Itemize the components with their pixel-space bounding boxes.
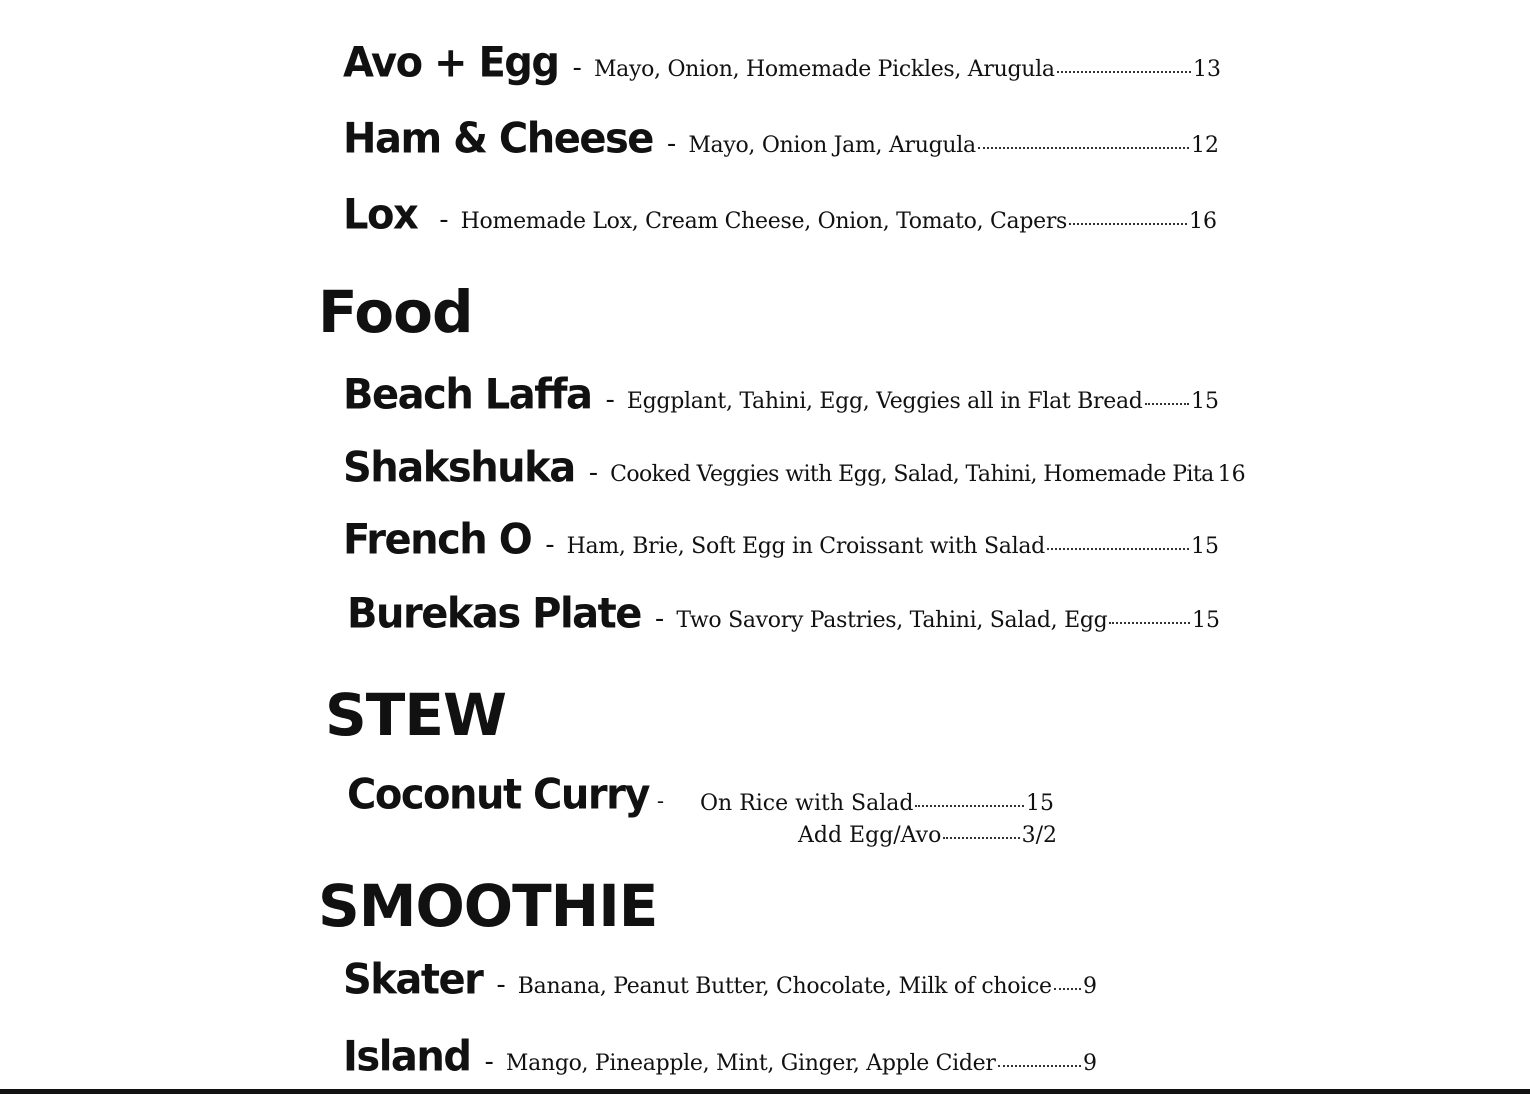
section-title-stew: STEW xyxy=(325,681,506,749)
dot-leader xyxy=(978,147,1189,149)
menu-item xyxy=(343,40,1221,96)
item-description: Banana, Peanut Butter, Chocolate, Milk of choice xyxy=(517,974,1052,999)
price-line xyxy=(700,791,1054,816)
item-name: Burekas Plate xyxy=(347,589,641,639)
item-price: 15 xyxy=(1191,534,1219,559)
item-name: Island xyxy=(343,1032,471,1082)
separator: - xyxy=(572,53,582,83)
separator: - xyxy=(588,458,599,488)
item-price: 16 xyxy=(1189,209,1217,234)
item-price: 9 xyxy=(1083,1051,1097,1076)
item-price: 9 xyxy=(1083,974,1097,999)
item-name: Avo + Egg xyxy=(343,38,559,88)
menu-item xyxy=(343,957,1097,1013)
dot-leader xyxy=(1054,988,1081,990)
item-price: 16 xyxy=(1217,462,1246,487)
dot-leader xyxy=(1069,223,1187,225)
menu-item xyxy=(343,372,1219,428)
item-description: Ham, Brie, Soft Egg in Croissant with Salad xyxy=(566,534,1045,559)
item-description: Mango, Pineapple, Mint, Ginger, Apple Cider xyxy=(505,1051,996,1076)
menu-item xyxy=(343,1034,1097,1090)
item-name: Coconut Curry xyxy=(347,770,649,820)
item-description: Cooked Veggies with Egg, Salad, Tahini, Homemade Pita xyxy=(610,462,1214,487)
addon-line xyxy=(798,823,1057,848)
separator: - xyxy=(605,385,615,415)
menu-item xyxy=(343,192,1217,248)
dot-leader xyxy=(998,1065,1081,1067)
item-name: Shakshuka xyxy=(343,443,575,493)
item-price: 13 xyxy=(1193,57,1221,82)
addon-description: Add Egg/Avo xyxy=(798,823,942,848)
cut-off-heading xyxy=(305,0,475,6)
separator: - xyxy=(666,129,677,159)
item-name: Ham & Cheese xyxy=(343,114,653,164)
separator: - xyxy=(545,530,555,560)
dot-leader xyxy=(1109,622,1190,624)
menu-item xyxy=(343,116,1219,172)
separator: - xyxy=(654,604,665,634)
menu-item xyxy=(343,443,1246,501)
dot-leader xyxy=(1047,548,1189,550)
item-name: Beach Laffa xyxy=(343,370,592,420)
dot-leader xyxy=(1057,71,1191,73)
item-price: 15 xyxy=(1191,389,1219,414)
item-description: Homemade Lox, Cream Cheese, Onion, Tomato, Capers xyxy=(460,209,1068,234)
item-name: Lox xyxy=(343,190,418,240)
dot-leader xyxy=(943,837,1019,839)
section-title-food: Food xyxy=(318,278,473,346)
addon-price: 3/2 xyxy=(1021,823,1057,848)
separator: - xyxy=(484,1047,494,1077)
item-description: Two Savory Pastries, Tahini, Salad, Egg xyxy=(676,608,1108,633)
section-title-smoothie: SMOOTHIE xyxy=(318,872,658,940)
menu-item xyxy=(347,591,1220,647)
item-description: Mayo, Onion Jam, Arugula xyxy=(688,133,976,158)
item-price: 15 xyxy=(1026,791,1054,816)
item-name: French O xyxy=(343,515,532,565)
menu-item xyxy=(347,770,665,828)
item-name: Skater xyxy=(343,955,483,1005)
item-price: 15 xyxy=(1192,608,1220,633)
item-description: On Rice with Salad xyxy=(700,791,914,816)
dot-leader xyxy=(1145,403,1189,405)
item-price: 12 xyxy=(1191,133,1219,158)
separator: - xyxy=(656,789,665,813)
dot-leader xyxy=(915,805,1024,807)
menu-item xyxy=(343,517,1219,573)
bottom-border xyxy=(0,1089,1530,1094)
separator: - xyxy=(439,205,449,235)
item-description: Mayo, Onion, Homemade Pickles, Arugula xyxy=(593,57,1055,82)
separator: - xyxy=(496,970,506,1000)
item-description: Eggplant, Tahini, Egg, Veggies all in Flat Bread xyxy=(626,389,1143,414)
